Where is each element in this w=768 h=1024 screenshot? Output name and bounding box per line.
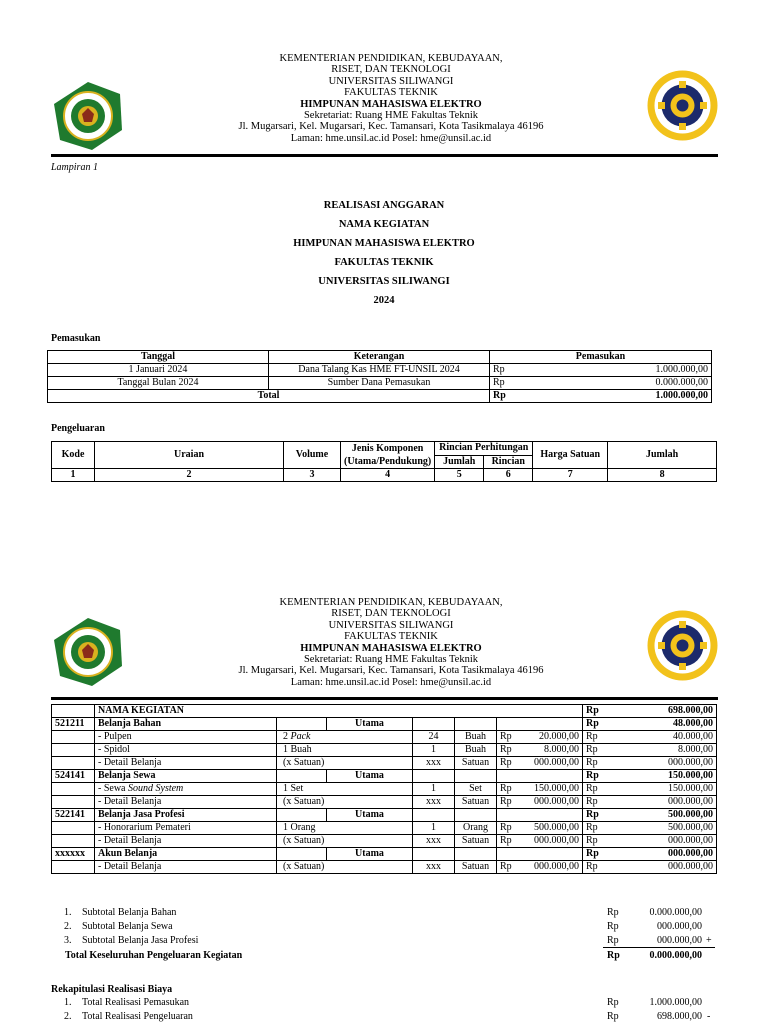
budget-table bbox=[51, 704, 717, 874]
total-rp: Rp bbox=[583, 783, 610, 796]
group-total: 500.000,00 bbox=[609, 809, 717, 822]
subtotal-value: 000.000,00 bbox=[657, 921, 702, 932]
item-total: 000.000,00 bbox=[609, 796, 717, 809]
item-unit: Satuan bbox=[455, 861, 497, 874]
hme-logo bbox=[645, 608, 720, 683]
col-tanggal: Tanggal bbox=[48, 351, 269, 364]
budget-group-row bbox=[52, 718, 717, 731]
cell bbox=[497, 718, 583, 731]
account-code: xxxxxx bbox=[52, 848, 95, 861]
rekap-value: 1.000.000,00 bbox=[649, 997, 702, 1008]
budget-top-row bbox=[52, 705, 717, 718]
item-qty: 1 bbox=[413, 744, 455, 757]
group-total: 150.000,00 bbox=[609, 770, 717, 783]
cell: 0.000.000,00 bbox=[516, 377, 712, 390]
budget-kode bbox=[52, 705, 95, 718]
total-rp: Rp bbox=[583, 822, 610, 835]
col-jenis-l2: (Utama/Pendukung) bbox=[344, 456, 432, 467]
unsil-logo bbox=[52, 80, 124, 152]
cell: Dana Talang Kas HME FT-UNSIL 2024 bbox=[269, 364, 490, 377]
item-price bbox=[497, 757, 583, 770]
budget-activity-name: NAMA KEGIATAN bbox=[95, 705, 583, 718]
rekap-value: 698.000,00 bbox=[657, 1011, 702, 1022]
pengeluaran-header-table bbox=[51, 441, 717, 482]
item-description bbox=[95, 861, 277, 874]
item-total: 000.000,00 bbox=[609, 861, 717, 874]
col-uraian: Uraian bbox=[95, 442, 284, 469]
item-volume bbox=[277, 731, 413, 744]
item-total: 000.000,00 bbox=[609, 835, 717, 848]
volume-unit: Satuan) bbox=[293, 861, 325, 872]
item-price bbox=[497, 822, 583, 835]
component-type: Utama bbox=[327, 848, 413, 861]
item-unit: Set bbox=[455, 783, 497, 796]
price-rp: Rp bbox=[500, 822, 512, 833]
account-name: Akun Belanja bbox=[95, 848, 277, 861]
title-line: UNIVERSITAS SILIWANGI bbox=[318, 276, 450, 287]
col-harga: Harga Satuan bbox=[533, 442, 608, 469]
letterhead-line: RISET, DAN TEKNOLOGI bbox=[331, 608, 451, 620]
table-row bbox=[52, 744, 717, 757]
subtotal-label: Subtotal Belanja Jasa Profesi bbox=[82, 935, 199, 946]
component-type: Utama bbox=[327, 718, 413, 731]
total-row bbox=[48, 390, 712, 403]
subtotal-op: + bbox=[706, 935, 712, 946]
volume-unit: Orang bbox=[290, 822, 316, 833]
rekap-op: - bbox=[707, 1011, 711, 1022]
item-volume bbox=[277, 744, 413, 757]
item-total: 000.000,00 bbox=[609, 757, 717, 770]
total-rp: Rp bbox=[583, 757, 610, 770]
item-price bbox=[497, 731, 583, 744]
item-label: - Detail Belanja bbox=[98, 757, 162, 768]
price-rp: Rp bbox=[500, 796, 512, 807]
cell: 1.000.000,00 bbox=[516, 390, 712, 403]
letterhead-line: FAKULTAS TEKNIK bbox=[344, 87, 438, 99]
volume-unit: Buah bbox=[290, 744, 312, 755]
cell: Total bbox=[48, 390, 490, 403]
item-label: - Sewa bbox=[98, 783, 128, 794]
subtotal-no: 3. bbox=[64, 935, 72, 946]
letterhead-line: Laman: hme.unsil.ac.id Posel: hme@unsil.ac.id bbox=[290, 132, 492, 144]
table-row bbox=[52, 796, 717, 809]
lampiran-label: Lampiran 1 bbox=[51, 162, 98, 173]
volume-number: (x bbox=[283, 796, 292, 807]
col-volume: Volume bbox=[284, 442, 341, 469]
price-rp: Rp bbox=[500, 731, 512, 742]
item-unit: Satuan bbox=[455, 796, 497, 809]
item-volume bbox=[277, 835, 413, 848]
cell: Tanggal Bulan 2024 bbox=[48, 377, 269, 390]
col-num: 7 bbox=[533, 469, 608, 482]
cell bbox=[455, 809, 497, 822]
grand-total-label: Total Keseluruhan Pengeluaran Kegiatan bbox=[65, 950, 243, 961]
group-rp: Rp bbox=[583, 809, 610, 822]
cell bbox=[52, 757, 95, 770]
price-value: 20.000,00 bbox=[539, 731, 579, 742]
cell bbox=[413, 809, 455, 822]
item-qty: 1 bbox=[413, 822, 455, 835]
budget-group-row bbox=[52, 770, 717, 783]
price-value: 000.000,00 bbox=[534, 796, 579, 807]
cell bbox=[52, 835, 95, 848]
item-qty: xxx bbox=[413, 796, 455, 809]
letterhead-line: UNIVERSITAS SILIWANGI bbox=[328, 75, 454, 87]
account-name: Belanja Jasa Profesi bbox=[95, 809, 277, 822]
title-line: 2024 bbox=[373, 295, 395, 306]
table-row bbox=[52, 835, 717, 848]
group-rp: Rp bbox=[583, 770, 610, 783]
budget-top-value: 698.000,00 bbox=[609, 705, 717, 718]
table-row bbox=[48, 364, 712, 377]
price-rp: Rp bbox=[500, 757, 512, 768]
header-rule bbox=[51, 697, 718, 700]
rekap-label: Total Realisasi Pemasukan bbox=[82, 997, 190, 1008]
total-rp: Rp bbox=[583, 796, 610, 809]
col-keterangan: Keterangan bbox=[269, 351, 490, 364]
item-description bbox=[95, 744, 277, 757]
rekap-no: 2. bbox=[64, 1011, 72, 1022]
col-num: 1 bbox=[52, 469, 95, 482]
volume-number: 1 bbox=[283, 822, 288, 833]
item-description bbox=[95, 783, 277, 796]
item-description bbox=[95, 731, 277, 744]
col-rincian: Rincian Perhitungan bbox=[435, 442, 533, 456]
price-value: 000.000,00 bbox=[534, 861, 579, 872]
col-jumlah: Jumlah bbox=[608, 442, 717, 469]
volume-unit: Pack bbox=[290, 731, 311, 742]
cell: 1 Januari 2024 bbox=[48, 364, 269, 377]
subtotal-no: 2. bbox=[64, 921, 72, 932]
subtotal-rp: Rp bbox=[607, 907, 619, 918]
table-row bbox=[52, 757, 717, 770]
group-rp: Rp bbox=[583, 848, 610, 861]
item-total: 8.000,00 bbox=[609, 744, 717, 757]
pengeluaran-heading: Pengeluaran bbox=[51, 423, 105, 434]
col-num: 4 bbox=[341, 469, 435, 482]
rekap-rp: Rp bbox=[607, 997, 619, 1008]
letterhead-line: RISET, DAN TEKNOLOGI bbox=[331, 64, 451, 76]
item-label: - Spidol bbox=[98, 744, 130, 755]
item-label: - Detail Belanja bbox=[98, 861, 162, 872]
pemasukan-heading: Pemasukan bbox=[51, 333, 101, 344]
rekap-heading: Rekapitulasi Realisasi Biaya bbox=[51, 984, 173, 995]
title-line: NAMA KEGIATAN bbox=[338, 219, 430, 230]
table-row bbox=[48, 377, 712, 390]
price-rp: Rp bbox=[500, 861, 512, 872]
item-price bbox=[497, 835, 583, 848]
item-qty: xxx bbox=[413, 835, 455, 848]
table-row bbox=[52, 783, 717, 796]
total-rp: Rp bbox=[583, 835, 610, 848]
col-rincian-jumlah: Jumlah bbox=[435, 455, 484, 469]
group-total: 48.000,00 bbox=[609, 718, 717, 731]
volume-number: (x bbox=[283, 861, 292, 872]
item-price bbox=[497, 783, 583, 796]
letterhead-org: HIMPUNAN MAHASISWA ELEKTRO bbox=[300, 98, 482, 110]
total-rp: Rp bbox=[583, 861, 610, 874]
budget-group-row bbox=[52, 848, 717, 861]
cell bbox=[52, 783, 95, 796]
item-description bbox=[95, 757, 277, 770]
letterhead-line: Sekretariat: Ruang HME Fakultas Teknik bbox=[303, 110, 479, 122]
volume-unit: Set bbox=[290, 783, 304, 794]
letterhead-line: KEMENTERIAN PENDIDIKAN, KEBUDAYAAN, bbox=[279, 597, 503, 608]
col-num: 3 bbox=[284, 469, 341, 482]
budget-group-row bbox=[52, 809, 717, 822]
col-num: 8 bbox=[608, 469, 717, 482]
letterhead-2 bbox=[160, 597, 622, 688]
account-code: 524141 bbox=[52, 770, 95, 783]
cell: Rp bbox=[490, 364, 517, 377]
letterhead-line: UNIVERSITAS SILIWANGI bbox=[328, 619, 454, 631]
total-rp: Rp bbox=[583, 731, 610, 744]
volume-unit: Satuan) bbox=[293, 757, 325, 768]
grand-total-rp: Rp bbox=[607, 950, 620, 961]
item-description bbox=[95, 822, 277, 835]
cell: Sumber Dana Pemasukan bbox=[269, 377, 490, 390]
letterhead-line: Laman: hme.unsil.ac.id Posel: hme@unsil.ac.id bbox=[290, 676, 492, 688]
col-pemasukan: Pemasukan bbox=[490, 351, 712, 364]
title-line: HIMPUNAN MAHASISWA ELEKTRO bbox=[293, 238, 475, 249]
col-num: 5 bbox=[435, 469, 484, 482]
subtotal-rule bbox=[603, 947, 715, 948]
item-label: - Detail Belanja bbox=[98, 796, 162, 807]
table-row bbox=[52, 731, 717, 744]
price-rp: Rp bbox=[500, 783, 512, 794]
volume-unit: Satuan) bbox=[293, 835, 325, 846]
component-type: Utama bbox=[327, 809, 413, 822]
account-code: 521211 bbox=[52, 718, 95, 731]
table-row bbox=[52, 861, 717, 874]
cell bbox=[413, 718, 455, 731]
price-rp: Rp bbox=[500, 744, 512, 755]
group-rp: Rp bbox=[583, 718, 610, 731]
item-qty: xxx bbox=[413, 861, 455, 874]
col-kode: Kode bbox=[52, 442, 95, 469]
group-total: 000.000,00 bbox=[609, 848, 717, 861]
price-value: 000.000,00 bbox=[534, 835, 579, 846]
item-unit: Satuan bbox=[455, 757, 497, 770]
item-volume bbox=[277, 783, 413, 796]
letterhead-org: HIMPUNAN MAHASISWA ELEKTRO bbox=[300, 642, 482, 654]
subtotal-value: 000.000,00 bbox=[657, 935, 702, 946]
cell bbox=[413, 770, 455, 783]
table-row bbox=[52, 822, 717, 835]
item-label-italic: Sound System bbox=[128, 783, 184, 794]
cell bbox=[52, 731, 95, 744]
cell bbox=[497, 770, 583, 783]
title-line: FAKULTAS TEKNIK bbox=[334, 257, 434, 268]
cell bbox=[277, 718, 327, 731]
item-qty: 1 bbox=[413, 783, 455, 796]
item-volume bbox=[277, 796, 413, 809]
volume-number: 1 bbox=[283, 744, 288, 755]
letterhead-1 bbox=[160, 53, 622, 144]
col-rincian-rincian: Rincian bbox=[484, 455, 533, 469]
item-total: 500.000,00 bbox=[609, 822, 717, 835]
cell: Rp bbox=[490, 390, 517, 403]
item-qty: 24 bbox=[413, 731, 455, 744]
cell bbox=[455, 770, 497, 783]
cell: 1.000.000,00 bbox=[516, 364, 712, 377]
cell bbox=[277, 809, 327, 822]
cell bbox=[455, 848, 497, 861]
cell bbox=[497, 848, 583, 861]
subtotal-no: 1. bbox=[64, 907, 72, 918]
total-rp: Rp bbox=[583, 744, 610, 757]
price-value: 8.000,00 bbox=[544, 744, 579, 755]
cell bbox=[277, 770, 327, 783]
cell bbox=[52, 822, 95, 835]
cell bbox=[52, 744, 95, 757]
cell bbox=[497, 809, 583, 822]
col-num: 6 bbox=[484, 469, 533, 482]
header-rule bbox=[51, 154, 718, 157]
volume-unit: Satuan) bbox=[293, 796, 325, 807]
item-label: - Detail Belanja bbox=[98, 835, 162, 846]
subtotal-rp: Rp bbox=[607, 935, 619, 946]
volume-number: 1 bbox=[283, 783, 288, 794]
cell bbox=[455, 718, 497, 731]
item-volume bbox=[277, 757, 413, 770]
col-jenis-l1: Jenis Komponen bbox=[351, 443, 424, 454]
rekap-label: Total Realisasi Pengeluaran bbox=[82, 1011, 193, 1022]
item-volume bbox=[277, 861, 413, 874]
letterhead-line: Sekretariat: Ruang HME Fakultas Teknik bbox=[303, 654, 479, 666]
account-name: Belanja Sewa bbox=[95, 770, 277, 783]
subtotal-label: Subtotal Belanja Sewa bbox=[82, 921, 173, 932]
item-description bbox=[95, 796, 277, 809]
pemasukan-table bbox=[47, 350, 712, 403]
price-value: 500.000,00 bbox=[534, 822, 579, 833]
volume-number: 2 bbox=[283, 731, 288, 742]
item-volume bbox=[277, 822, 413, 835]
item-unit: Orang bbox=[455, 822, 497, 835]
col-jenis bbox=[341, 442, 435, 469]
item-price bbox=[497, 796, 583, 809]
letterhead-line: KEMENTERIAN PENDIDIKAN, KEBUDAYAAN, bbox=[279, 53, 503, 64]
item-unit: Buah bbox=[455, 731, 497, 744]
cell: Rp bbox=[490, 377, 517, 390]
volume-number: (x bbox=[283, 835, 292, 846]
item-price bbox=[497, 861, 583, 874]
rekap-no: 1. bbox=[64, 997, 72, 1008]
cell bbox=[413, 848, 455, 861]
item-total: 150.000,00 bbox=[609, 783, 717, 796]
subtotal-value: 0.000.000,00 bbox=[649, 907, 702, 918]
document-title bbox=[0, 196, 768, 310]
subtotal-rp: Rp bbox=[607, 921, 619, 932]
hme-logo bbox=[645, 68, 720, 143]
item-description bbox=[95, 835, 277, 848]
item-label: - Honorarium Pemateri bbox=[98, 822, 191, 833]
grand-total-value: 0.000.000,00 bbox=[649, 950, 702, 961]
unsil-logo bbox=[52, 616, 124, 688]
letterhead-line: Jl. Mugarsari, Kel. Mugarsari, Kec. Tamansari, Kota Tasikmalaya 46196 bbox=[238, 121, 544, 133]
price-rp: Rp bbox=[500, 835, 512, 846]
item-total: 40.000,00 bbox=[609, 731, 717, 744]
letterhead-line: Jl. Mugarsari, Kel. Mugarsari, Kec. Tamansari, Kota Tasikmalaya 46196 bbox=[238, 665, 544, 677]
cell bbox=[277, 848, 327, 861]
item-unit: Buah bbox=[455, 744, 497, 757]
budget-top-rp: Rp bbox=[583, 705, 610, 718]
rekap-rp: Rp bbox=[607, 1011, 619, 1022]
account-code: 522141 bbox=[52, 809, 95, 822]
component-type: Utama bbox=[327, 770, 413, 783]
letterhead-line: FAKULTAS TEKNIK bbox=[344, 631, 438, 643]
account-name: Belanja Bahan bbox=[95, 718, 277, 731]
price-value: 150.000,00 bbox=[534, 783, 579, 794]
volume-number: (x bbox=[283, 757, 292, 768]
cell bbox=[52, 796, 95, 809]
item-qty: xxx bbox=[413, 757, 455, 770]
price-value: 000.000,00 bbox=[534, 757, 579, 768]
col-num: 2 bbox=[95, 469, 284, 482]
item-price bbox=[497, 744, 583, 757]
subtotal-label: Subtotal Belanja Bahan bbox=[82, 907, 177, 918]
item-label: - Pulpen bbox=[98, 731, 132, 742]
cell bbox=[52, 861, 95, 874]
item-unit: Satuan bbox=[455, 835, 497, 848]
title-line: REALISASI ANGGARAN bbox=[323, 200, 445, 211]
